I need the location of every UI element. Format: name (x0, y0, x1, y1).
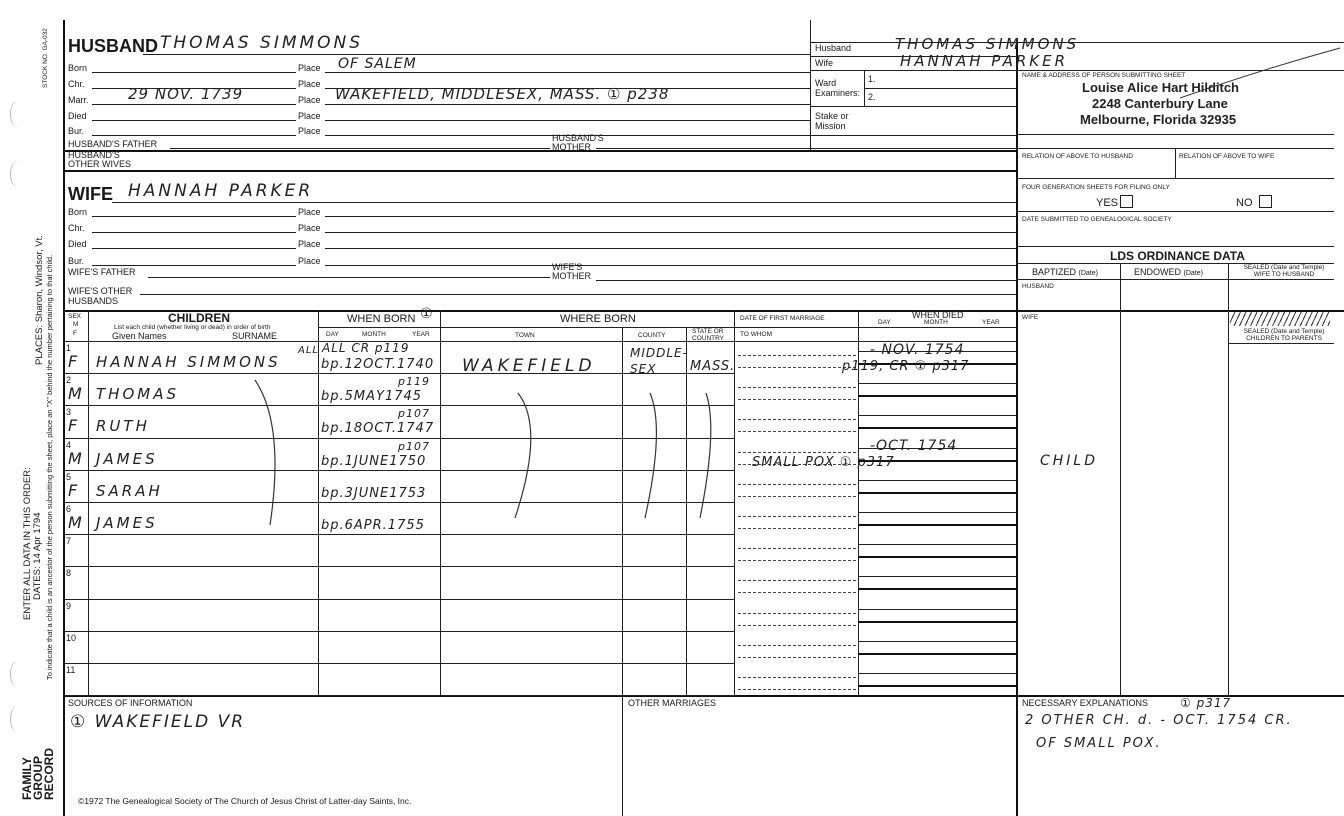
marriage-date-line (738, 452, 856, 453)
divider (92, 72, 296, 73)
child-4-lds-note: CHILD (1040, 453, 1099, 469)
child-born: bp.12OCT.1740 (321, 357, 435, 372)
child-number: 3 (66, 407, 72, 417)
child-1-state: MASS. (690, 359, 736, 374)
pen-stroke (1180, 40, 1344, 100)
died-line (858, 609, 1016, 610)
divider (92, 265, 296, 266)
marriage-date-line (738, 387, 856, 388)
died-line (858, 673, 1016, 674)
husband-bur-label: Bur. (68, 126, 85, 136)
yes-checkbox[interactable] (1120, 195, 1133, 208)
child-sex: M (68, 449, 83, 468)
rp-stake-label: Stake or Mission (815, 111, 849, 131)
marriage-whom-line (738, 496, 856, 497)
baptized-label: BAPTIZED (Date) (1032, 267, 1098, 277)
wife-bur-label: Bur. (68, 256, 85, 266)
no-label: NO (1236, 197, 1253, 209)
divider (596, 148, 1016, 149)
rp-wife-label: Wife (815, 58, 833, 68)
died-line (858, 544, 1016, 545)
child-sex: M (68, 384, 83, 403)
marriage-date-line (738, 645, 856, 646)
binder-hole (10, 660, 27, 688)
explanations-label: NECESSARY EXPLANATIONS (1022, 698, 1149, 708)
divider (143, 54, 810, 55)
places-note: PLACES: Sharon, Windsor, Vt. (34, 235, 45, 365)
divider (864, 88, 1016, 89)
to-whom-header: TO WHOM (740, 331, 773, 338)
died-line (858, 576, 1016, 577)
when-born-header: WHEN BORN (347, 313, 416, 325)
divider (92, 248, 296, 249)
marriage-date-line (738, 613, 856, 614)
marriage-date-line (738, 548, 856, 549)
marriage-date-line (738, 355, 856, 356)
divider (810, 106, 1016, 107)
husband-marr-place: WAKEFIELD, MIDDLESEX, MASS. ① p238 (335, 85, 670, 103)
husband-died-place-label: Place (298, 111, 321, 121)
husband-died-label: Died (68, 111, 87, 121)
divider (1016, 40, 1018, 816)
husband-marr-date: 29 NOV. 1739 (128, 85, 244, 103)
divider (92, 232, 296, 233)
rp-husband-label: Husband (815, 43, 852, 53)
divider (1228, 343, 1334, 344)
died-line (858, 480, 1016, 481)
marriage-whom-line (738, 689, 856, 690)
row-divider (63, 695, 734, 696)
divider (1120, 263, 1121, 695)
marriage-whom-line (738, 431, 856, 432)
wife-father-label: WIFE'S FATHER (68, 267, 136, 277)
child-number: 8 (66, 568, 72, 578)
divider (1016, 279, 1334, 280)
stock-number: STOCK NO. GA-032 (42, 28, 49, 88)
enter-all-note: ENTER ALL DATA IN THIS ORDER: (22, 467, 33, 620)
rp-ward-label: Ward (815, 78, 837, 88)
wife-bur-place-label: Place (298, 256, 321, 266)
children-header: CHILDREN (168, 311, 230, 325)
born-year-header: YEAR (412, 331, 430, 338)
marriage-date-line (738, 419, 856, 420)
child-born: bp.3JUNE1753 (321, 486, 427, 501)
child-1-county: MIDDLE-SEX (630, 346, 688, 376)
child-4-died: -OCT. 1754 (870, 438, 958, 454)
child-sex: F (68, 481, 79, 500)
ditto-mark-town (500, 388, 550, 528)
row-divider (63, 534, 734, 535)
ditto-mark-state (696, 388, 726, 528)
explanations-ref: ① p317 (1180, 696, 1232, 710)
child-name: SARAH (96, 482, 163, 500)
row-divider (63, 470, 734, 471)
child-born: bp.18OCT.1747 (321, 421, 435, 436)
husband-bur-place-label: Place (298, 126, 321, 136)
divider (112, 202, 1016, 203)
husband-born-place-label: Place (298, 63, 321, 73)
when-born-source: ① (420, 306, 434, 322)
marriage-whom-line (738, 657, 856, 658)
child-name: HANNAH SIMMONS (96, 353, 281, 371)
died-line (858, 383, 1016, 384)
divider (148, 277, 550, 278)
wife-chr-place-label: Place (298, 223, 321, 233)
child-1-town: WAKEFIELD (462, 356, 596, 376)
rp-husband-value: THOMAS SIMMONS (895, 35, 1080, 53)
sealed-children-label: SEALED (Date and Temple) CHILDREN TO PARENTS (1243, 328, 1325, 342)
when-died-header: WHEN DIED (912, 310, 964, 320)
died-line (858, 427, 1016, 429)
husband-chr-place-label: Place (298, 79, 321, 89)
divider (686, 327, 687, 695)
wife-died-label: Died (68, 239, 87, 249)
yes-label: YES (1096, 197, 1119, 209)
born-month-header: MONTH (362, 331, 386, 338)
died-line (858, 395, 1016, 397)
wife-name: HANNAH PARKER (128, 181, 314, 201)
died-line (858, 621, 1016, 623)
died-line (858, 512, 1016, 513)
children-list-note: List each child (whether living or dead) in order of birth (114, 324, 271, 331)
four-gen-label: FOUR GENERATION SHEETS FOR FILING ONLY (1022, 184, 1170, 191)
surname-header: SURNAME (232, 331, 278, 341)
ancestor-note: To indicate that a child is an ancestor of the person submitting the sheet, place an "X" behind the number pertaining to that child. (45, 254, 54, 680)
divider (325, 104, 810, 105)
child-name: JAMES (96, 450, 158, 468)
divider (92, 135, 296, 136)
submitter-name: Louise Alice Hart Hilditch (1082, 80, 1239, 95)
child-born-ref: p107 (398, 440, 430, 453)
row-divider (63, 438, 734, 439)
child-1-died-ref: p119, CR ① p317 (842, 359, 970, 374)
state-header: STATE OR COUNTRY (692, 328, 725, 342)
child-number: 6 (66, 504, 72, 514)
wife-heading: WIFE (68, 184, 113, 204)
died-line (858, 556, 1016, 558)
husband-other-wives-label: HUSBAND'S OTHER WIVES (68, 150, 132, 169)
divider (325, 248, 1016, 249)
child-1-all-note: ALL (298, 345, 319, 356)
row-divider (63, 599, 734, 600)
relation-husband-label: RELATION OF ABOVE TO HUSBAND (1022, 153, 1133, 160)
binder-hole (10, 705, 27, 733)
wife-died-place-label: Place (298, 239, 321, 249)
ditto-mark-surname (250, 375, 290, 535)
divider (440, 327, 734, 328)
child-born-ref: p107 (398, 407, 430, 420)
copyright: ©1972 The Genealogical Society of The Church of Jesus Christ of Latter-day Saints, Inc. (78, 796, 412, 806)
husband-heading: HUSBAND (68, 36, 158, 56)
child-born: bp.5MAY1745 (321, 389, 423, 404)
child-number: 7 (66, 536, 72, 546)
row-divider (63, 631, 734, 632)
wife-chr-label: Chr. (68, 223, 85, 233)
divider (170, 148, 550, 149)
rp-ward-1: 1. (868, 74, 876, 84)
died-line (858, 685, 1016, 687)
first-marriage-header: DATE OF FIRST MARRIAGE (740, 315, 825, 322)
relation-wife-label: RELATION OF ABOVE TO WIFE (1179, 153, 1275, 160)
explanation-line-1: 2 OTHER CH. d. - OCT. 1754 CR. (1025, 713, 1293, 728)
marriage-date-line (738, 516, 856, 517)
marriage-whom-line (738, 560, 856, 561)
child-name: RUTH (96, 417, 150, 435)
husband-chr-label: Chr. (68, 79, 85, 89)
divider (1228, 263, 1229, 695)
no-checkbox[interactable] (1259, 195, 1272, 208)
marriage-date-line (738, 484, 856, 485)
marriage-whom-line (738, 625, 856, 626)
submitter-label: NAME & ADDRESS OF PERSON SUBMITTING SHEET (1022, 72, 1186, 79)
divider (63, 310, 1344, 312)
child-1-born-ref: ALL CR p119 (322, 341, 410, 355)
husband-father-label: HUSBAND'S FATHER (68, 139, 158, 149)
other-marriages-label: OTHER MARRIAGES (628, 698, 717, 708)
hatched-box (1230, 312, 1330, 326)
divider (92, 120, 296, 121)
marriage-date-line (738, 580, 856, 581)
child-born: bp.6APR.1755 (321, 518, 425, 533)
husband-born-place: OF SALEM (338, 56, 417, 72)
divider (325, 120, 810, 121)
marriage-whom-line (738, 592, 856, 593)
row-divider (63, 405, 734, 406)
divider (734, 327, 858, 328)
child-1-died: - NOV. 1754 (870, 342, 965, 358)
where-born-header: WHERE BORN (560, 313, 636, 325)
explanation-line-2: OF SMALL POX. (1036, 736, 1162, 751)
child-number: 9 (66, 601, 72, 611)
husband-marr-label: Marr. (68, 95, 89, 105)
child-number: 5 (66, 472, 72, 482)
wife-other-husbands-label: WIFE'S OTHER HUSBANDS (68, 286, 133, 306)
divider (1175, 148, 1176, 178)
child-number: 2 (66, 375, 72, 385)
died-line (858, 492, 1016, 494)
sources-label: SOURCES OF INFORMATION (68, 698, 193, 708)
endowed-label: ENDOWED (Date) (1134, 267, 1203, 277)
child-number: 1 (66, 343, 72, 353)
child-number: 10 (66, 633, 77, 643)
died-day-header: DAY (878, 319, 891, 326)
child-sex: M (68, 513, 83, 532)
lds-title: LDS ORDINANCE DATA (1110, 249, 1245, 263)
husband-name: THOMAS SIMMONS (160, 33, 364, 53)
lds-wife-row: WIFE (1022, 314, 1039, 321)
child-number: 11 (66, 665, 76, 675)
divider (325, 265, 1016, 266)
husband-born-label: Born (68, 63, 88, 73)
rp-examiners-label: Examiners: (815, 88, 861, 98)
given-names-header: Given Names (112, 331, 167, 341)
divider (858, 327, 1016, 328)
wife-born-place-label: Place (298, 207, 321, 217)
child-number: 4 (66, 440, 72, 450)
divider (325, 72, 810, 73)
divider (1016, 178, 1334, 179)
marriage-date-line (738, 677, 856, 678)
child-sex: F (68, 352, 79, 371)
divider (325, 135, 1016, 136)
died-month-header: MONTH (924, 319, 948, 326)
divider (63, 170, 1016, 172)
died-year-header: YEAR (982, 319, 1000, 326)
died-line (858, 641, 1016, 642)
child-born: bp.1JUNE1750 (321, 454, 427, 469)
divider (1016, 211, 1334, 212)
divider (140, 294, 1016, 295)
submitter-city: Melbourne, Florida 32935 (1080, 112, 1237, 127)
date-submitted-label: DATE SUBMITTED TO GENEALOGICAL SOCIETY (1022, 216, 1172, 223)
marriage-whom-line (738, 367, 856, 368)
sealed-wife-label: SEALED (Date and Temple) WIFE TO HUSBAND (1243, 264, 1325, 278)
submitter-street: 2248 Canterbury Lane (1092, 96, 1228, 111)
husband-marr-place-label: Place (298, 95, 321, 105)
divider (325, 232, 1016, 233)
divider (622, 695, 623, 816)
lds-husband-row: HUSBAND (1022, 283, 1054, 290)
town-header: TOWN (515, 332, 535, 339)
divider (622, 327, 623, 695)
county-header: COUNTY (638, 332, 666, 339)
divider (810, 20, 811, 150)
row-divider (63, 566, 734, 567)
sex-f: F (73, 330, 77, 337)
born-day-header: DAY (326, 331, 339, 338)
sex-header: SEX (68, 313, 82, 320)
child-name: THOMAS (96, 385, 179, 403)
child-name: JAMES (96, 514, 158, 532)
divider (1016, 246, 1334, 247)
sex-m: M (73, 321, 79, 328)
husband-mother-label: HUSBAND'S MOTHER (552, 133, 604, 152)
dates-note: DATES: 14 Apr 1794 (32, 512, 43, 600)
row-divider (63, 502, 734, 503)
ditto-mark-county (640, 388, 670, 528)
wife-mother-label: WIFE'S MOTHER (552, 262, 591, 281)
child-sex: F (68, 416, 79, 435)
marriage-whom-line (738, 399, 856, 400)
sources-value: ① WAKEFIELD VR (70, 712, 246, 732)
rp-wife-value: HANNAH PARKER (900, 52, 1069, 70)
wife-born-label: Born (68, 207, 88, 217)
divider (1016, 134, 1334, 135)
marriage-whom-line (738, 528, 856, 529)
died-line (858, 653, 1016, 655)
child-4-marriage-note: SMALL POX ① p317 (752, 455, 895, 470)
divider (325, 216, 1016, 217)
died-line (858, 524, 1016, 526)
binder-hole (10, 160, 27, 188)
divider (92, 216, 296, 217)
died-line (858, 415, 1016, 416)
binder-hole (10, 100, 27, 128)
divider (318, 327, 440, 328)
divider (596, 280, 1016, 281)
divider (63, 150, 1016, 152)
row-divider (63, 663, 734, 664)
child-born-ref: p119 (398, 375, 430, 388)
family-group-record-title: FAMILY GROUP RECORD (20, 747, 56, 800)
died-line (858, 588, 1016, 590)
divider (92, 104, 296, 105)
rp-ward-2: 2. (868, 92, 876, 102)
